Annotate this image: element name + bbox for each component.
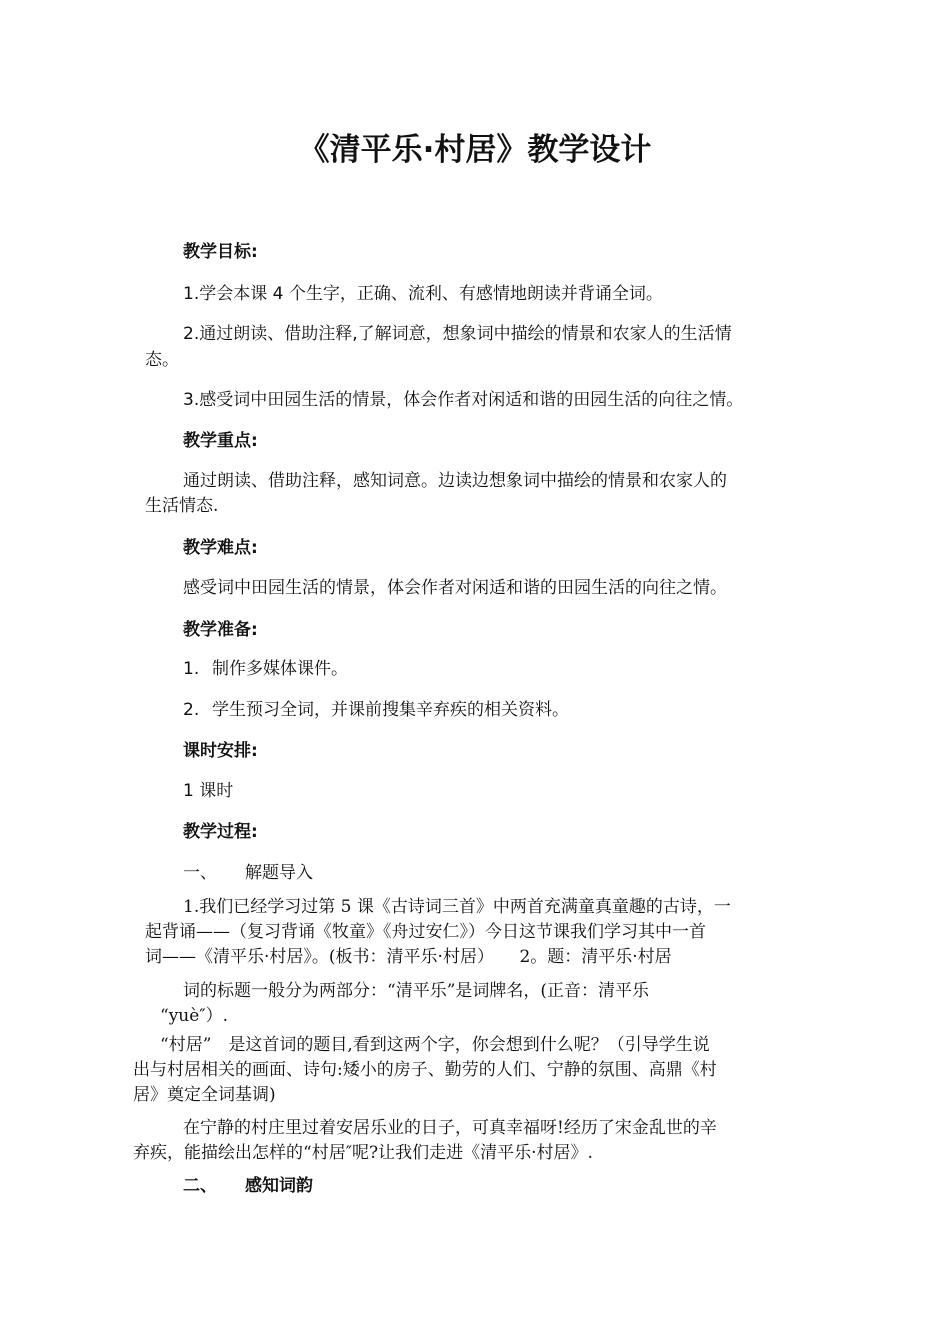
paragraph-2-line-1: 词的标题一般分为两部分：“清平乐”是词牌名，(正音：清平乐 (183, 981, 650, 1001)
step-2-title: 感知词韵 (245, 1176, 313, 1196)
paragraph-1-line-2: 起背诵——（复习背诵《牧童》《舟过安仁》）今日这节课我们学习其中一首 (145, 922, 706, 942)
prep-2-text: 学生预习全词，并课前搜集辛弃疾的相关资料。 (212, 700, 569, 720)
key-points-line-2: 生活情态. (145, 496, 219, 516)
step-1-title: 解题导入 (245, 863, 313, 883)
key-points-heading: 教学重点: (183, 431, 258, 451)
goal-2-line-1: 2.通过朗读、借助注释,了解词意，想象词中描绘的情景和农家人的生活情 (183, 324, 732, 344)
paragraph-3-line-1: “村居” 是这首词的题目,看到这两个字，你会想到什么呢？（引导学生说 (160, 1035, 710, 1055)
goal-2-line-2: 态。 (145, 350, 179, 370)
page-title: 《清平乐·村居》教学设计 (298, 132, 652, 168)
paragraph-3-line-3: 居》奠定全词基调) (133, 1085, 276, 1105)
prep-1-text: 制作多媒体课件。 (212, 659, 348, 679)
goals-heading: 教学目标: (183, 242, 258, 262)
schedule-text: 1 课时 (183, 781, 234, 801)
step-1-number: 一、 (183, 863, 217, 883)
goal-3: 3.感受词中田园生活的情景，体会作者对闲适和谐的田园生活的向往之情。 (183, 390, 744, 410)
process-heading: 教学过程: (183, 822, 258, 842)
goal-1: 1.学会本课 4 个生字，正确、流利、有感情地朗读并背诵全词。 (183, 284, 663, 304)
difficulty-heading: 教学难点: (183, 538, 258, 558)
difficulty-text: 感受词中田园生活的情景，体会作者对闲适和谐的田园生活的向往之情。 (183, 578, 727, 598)
prep-1-number: 1. (183, 659, 200, 679)
paragraph-3-line-2: 出与村居相关的画面、诗句:矮小的房子、勤劳的人们、宁静的氛围、高鼎《村 (133, 1060, 717, 1080)
schedule-heading: 课时安排: (183, 741, 258, 761)
paragraph-1-line-1: 1.我们已经学习过第 5 课《古诗词三首》中两首充满童真童趣的古诗，一 (183, 897, 731, 917)
paragraph-2-line-2: “yuè″）. (160, 1006, 229, 1026)
paragraph-4-line-1: 在宁静的村庄里过着安居乐业的日子，可真幸福呀!经历了宋金乱世的辛 (183, 1118, 717, 1138)
step-2-number: 二、 (183, 1176, 217, 1196)
prep-2-number: 2. (183, 700, 200, 720)
preparation-heading: 教学准备: (183, 620, 258, 640)
paragraph-1-line-3: 词——《清平乐·村居》。(板书：清平乐·村居） 2。题：清平乐·村居 (145, 947, 672, 967)
key-points-line-1: 通过朗读、借助注释，感知词意。边读边想象词中描绘的情景和农家人的 (183, 471, 727, 491)
paragraph-4-line-2: 弃疾，能描绘出怎样的“村居″呢?让我们走进《清平乐·村居》. (133, 1143, 593, 1163)
